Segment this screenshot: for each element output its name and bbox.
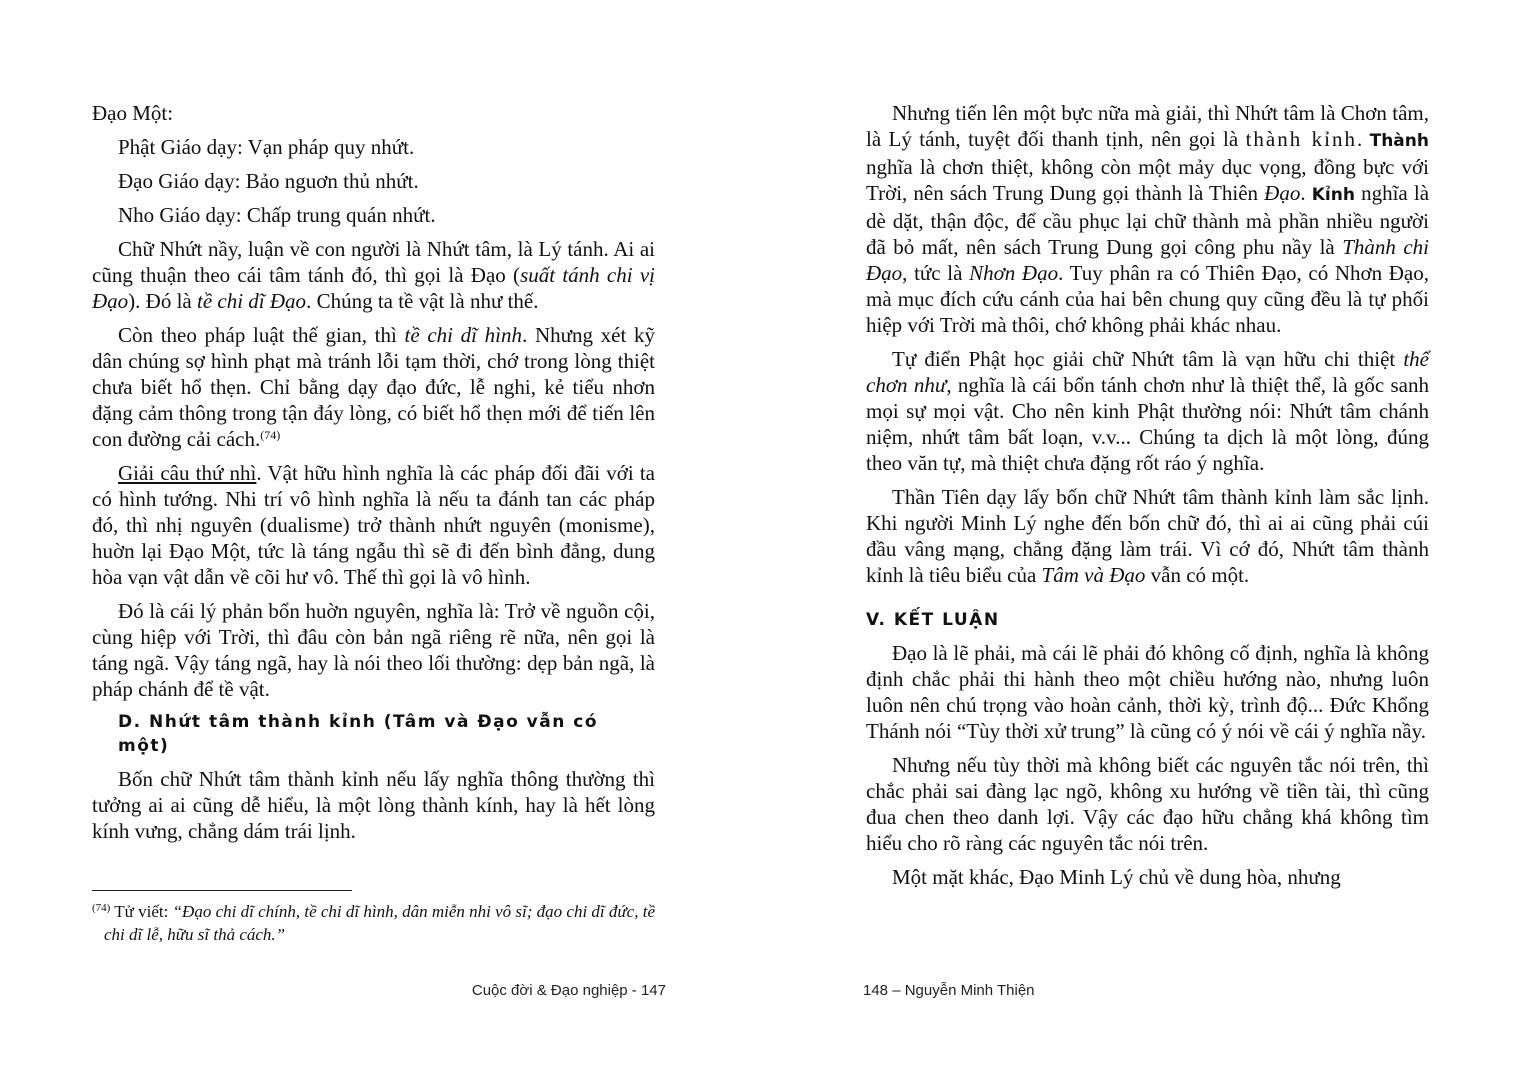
- paragraph: Một mặt khác, Đạo Minh Lý chủ về dung hòa, nhưng: [892, 865, 1341, 889]
- section-heading: V. KẾT LUẬN: [866, 610, 1000, 630]
- paragraph: Đạo là lẽ phải, mà cái lẽ phải đó không cố định, nghĩa là không định chắc phải thi hành theo một chiều hướng nào, nhưng luôn luôn nên chú trọng vào hoàn cảnh, thời kỳ, trình độ... Đức Khổng Thánh nói “Tùy thời xử trung” là cũng có ý nói về cái ý nghĩa nầy.: [866, 641, 1429, 743]
- paragraph: Tự điển Phật học giải chữ Nhứt tâm là vạn hữu chi thiệt thể chơn như, nghĩa là cái bổn tánh chơn như là thiệt thể, là gốc sanh mọi sự mọi vật. Cho nên kinh Phật thường nói: Nhứt tâm chánh niệm, nhứt tâm bất loạn, v.v... Chúng ta dịch là một lòng, đúng theo văn tự, mà thiệt chưa đặng rốt ráo ý nghĩa.: [866, 347, 1430, 475]
- left-page: [0, 0, 760, 1075]
- paragraph: Đạo Một:: [92, 101, 174, 125]
- footnote-ref: (74): [260, 428, 281, 442]
- paragraph: Đó là cái lý phản bổn huờn nguyên, nghĩa là: Trở về nguồn cội, cùng hiệp với Trời, thì đâu còn bản ngã riêng rẽ nữa, nên gọi là táng ngã. Vậy táng ngã, hay là nói theo lối thường: dẹp bản ngã, là pháp chánh để tề vật.: [92, 599, 655, 701]
- footnote-divider: [92, 890, 352, 891]
- paragraph: Nhưng tiến lên một bực nữa mà giải, thì Nhứt tâm là Chơn tâm, là Lý tánh, tuyệt đối thanh tịnh, nên gọi là thành kỉnh. Thành nghĩa là chơn thiệt, không còn một mảy dục vọng, đồng bực với Trời, nên sách Trung Dung gọi thành là Thiên Đạo. Kỉnh nghĩa là dè dặt, thận độc, để cầu phục lại chữ thành mà phần nhiều người đã bỏ mất, nên sách Trung Dung gọi công phu nầy là Thành chi Đạo, tức là Nhơn Đạo. Tuy phân ra có Thiên Đạo, có Nhơn Đạo, mà mục đích cứu cánh của hai bên chung quy cũng đều là tự phối hiệp với Trời mà thôi, chớ không phải khác nhau.: [866, 101, 1430, 337]
- page-footer-right: 148 – Nguyễn Minh Thiện: [863, 982, 1035, 999]
- paragraph: Thần Tiên dạy lấy bốn chữ Nhứt tâm thành kỉnh làm sắc lịnh. Khi người Minh Lý nghe đến bốn chữ đó, thì ai ai cũng phải cúi đầu vâng mạng, chẳng đặng làm trái. Vì cớ đó, Nhứt tâm thành kỉnh là tiêu biểu của Tâm và Đạo vẫn có một.: [866, 485, 1429, 587]
- page-footer-left: Cuộc đời & Đạo nghiệp - 147: [471, 982, 666, 999]
- paragraph: Bốn chữ Nhứt tâm thành kỉnh nếu lấy nghĩa thông thường thì tưởng ai ai cũng dễ hiểu, là một lòng thành kính, hay là hết lòng kính vưng, chẳng dám trái lịnh.: [92, 767, 655, 843]
- paragraph: Giải câu thứ nhì. Vật hữu hình nghĩa là các pháp đối đãi với ta có hình tướng. Nhi trí vô hình nghĩa là nếu ta đánh tan các pháp đó, thì nhị nguyên (dualisme) trở thành nhứt nguyên (monisme), huờn lại Đạo Một, tức là táng ngẫu thì sẽ đi đến bình đẳng, dung hòa vạn vật dẫn về cõi hư vô. Thế thì gọi là vô hình.: [92, 461, 655, 589]
- footnote-text: $^{(74)}$ Tử viết: “Đạo chi dĩ chính, tề chi dĩ hình, dân miễn nhi vô sĩ; đạo chi dĩ đức, tề chi dĩ lễ, hữu sĩ thả cách.”: [92, 902, 655, 944]
- paragraph: Chữ Nhứt nầy, luận về con người là Nhứt tâm, là Lý tánh. Ai ai cũng thuận theo cái tâm tánh đó, thì gọi là Đạo (suất tánh chi vị Đạo). Đó là tề chi dĩ Đạo. Chúng ta tề vật là như thế.: [92, 237, 656, 313]
- underlined-label: Giải câu thứ nhì: [118, 461, 257, 485]
- paragraph: Nhưng nếu tùy thời mà không biết các nguyên tắc nói trên, thì chắc phải sai đàng lạc ngõ, không xu hướng về tiền tài, thì cũng đua chen theo danh lợi. Vậy các đạo hữu chẳng khá không tìm hiểu cho rõ ràng các nguyên tắc nói trên.: [866, 753, 1429, 855]
- paragraph: Nho Giáo dạy: Chấp trung quán nhứt.: [118, 203, 436, 227]
- section-heading: D. Nhứt tâm thành kỉnh (Tâm và Đạo vẫn có một): [118, 712, 599, 756]
- footnote: [92, 900, 655, 946]
- right-page: [760, 0, 1521, 1075]
- paragraph: Còn theo pháp luật thế gian, thì tề chi dĩ hình. Nhưng xét kỹ dân chúng sợ hình phạt mà tránh lỗi tạm thời, chớ trong lòng thiệt chưa biết hổ thẹn. Chỉ bằng dạy đạo đức, lễ nghi, kẻ tiểu nhơn đặng cảm thông trong tận đáy lòng, có biết hổ thẹn mới để tiến lên con đường cải cách.$^{(74)}$: [92, 323, 656, 451]
- paragraph: Phật Giáo dạy: Vạn pháp quy nhứt.: [118, 135, 415, 159]
- left-text-column: [92, 100, 655, 844]
- right-text-column: [866, 100, 1429, 890]
- paragraph: Đạo Giáo dạy: Bảo nguơn thủ nhứt.: [118, 169, 419, 193]
